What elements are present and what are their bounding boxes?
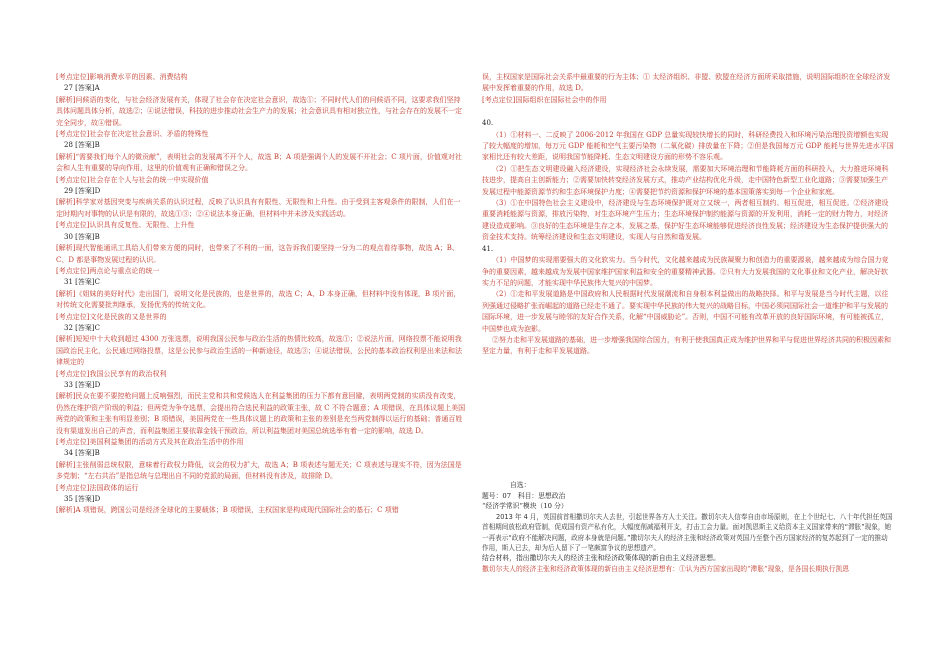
question-41-label: 41. — [482, 244, 494, 253]
answer-line: 27 [答案]A — [64, 84, 100, 93]
answer-paragraph: ②努力走和平发展道路的基础，进一步增强我国综合国力，有利于使我国真正成为维护世界和平与促进世界经济共同的积极因素和坚定力量，有利于走和平发展道路。 — [482, 335, 891, 356]
answer-paragraph: （1）中国梦的实现需要强大的文化软实力。当今时代，文化越来越成为民族凝聚力和创造力的重要源泉，越来越成为综合国力竞争的重要因素，越来越成为发展中国家维护国家利益和安全的重要精神武器。②只有大力发展我国的文化事业和文化产业，解决好软实力不足的问题，才能实现中华民族伟大复兴的中国梦。 — [482, 256, 889, 287]
topic-tag: [考点定位]社会存在决定社会意识、矛盾的特殊性 — [56, 130, 209, 139]
material-article: 2013 年 4 月，英国前首相撒切尔夫人去世，引起世界各方人士关注。撒切尔夫人信奉自由市场原则，在上个世纪七、八十年代担任英国首相期间放松政府管制，促成国有资产私有化，大幅度削减福利开支，打击工会力量。面对凯恩斯主义给资本主义国家带来的“滞胀”现象，她一再表示“政府不能解决问题，政府本身就是问题。”撒切尔夫人的经济主张和经济政策对英国乃至整个西方国家经济的复苏起到了一定的推动作用，斯人已去，却为后人留下了一笔颇富争议的思想遗产。 — [482, 512, 893, 552]
module-line: “经济学常识”模块（10 分） — [482, 502, 568, 511]
explanation-text: [解析]主张削弱总统权限，意味着行政权力降低，议会的权力扩大，故选 A；B 项表述与题无关；C 项表述与现实不符，因为法国是多党制；“左右共治”是指总统与总理出自不同的党派的局面，但材料没有涉及，故排除 D。 — [56, 460, 462, 481]
topic-tag: [考点定位]美国利益集团的活动方式及其在政治生活中的作用 — [56, 438, 244, 446]
answer-text: 撒切尔夫人的经济主张和经济政策体现的新自由主义经济思想有：①认为西方国家出现的“滞胀”现象，是各国长期执行凯恩 — [482, 565, 850, 573]
explanation-text: 误，主权国家是国际社会关系中最重要的行为主体；① 太经济组织、非盟、欧盟在经济方面所采取措施，说明国际组织在全球经济发展中发挥着重要的作用，故选 D。 — [482, 73, 891, 93]
explanation-text: [解析]科学家对基因突变与疾病关系的认识过程，反映了认识具有有限性、无限性和上升性。由于受到主客观条件的限制，人们在一定时期内对事物的认识是有限的，故选①③；②④说法本身正确，但材料中并未涉及实践活动。 — [56, 198, 461, 218]
explanation-text: [解析]《姐妹的美好时代》走出国门，说明文化是民族的，也是世界的，故选 C；A、D 本身正确，但材料中没有体现，B 项片面，对传统文化需要批判继承，发扬优秀的传统文化。 — [56, 289, 461, 310]
explanation-text: [解析]“需要我们每个人的微贡献”，表明社会的发展离不开个人，故选 B；A 项是强调个人的发展不开社会；C 项片面，价值观对社会和人生有重要的导向作用，这里的价值观有正确和错误之分。 — [56, 152, 462, 173]
answer-paragraph: （2）①把生态文明建设融入经济建设，实现经济社会永续发展，需要加大环境治理和节能降耗方面的科研投入，大力推进环境科技进步，提高自主创新能力；②需要加快转变经济发展方式，推动产业结构优化升级，走中国特色新型工业化道路；③需要加强生产发展过程中能源资源节约和生态环境保护力度；④需要把节约资源和保护环境的基本国策落实到每一个企业和家庭。 — [482, 164, 889, 196]
answer-paragraph: （3）①在中国特色社会主义建设中，经济建设与生态环境保护既对立又统一，两者相互制约、相互促进，相互促进。②经济建设重要消耗能源与资源，排放污染物，对生态环境产生压力；生态环境保护制约能源与资源的开发利用，消耗一定的财力物力，对经济建设造成影响。③良好的生态环境是生存之本，发展之基，保护好生态环境能够促进经济良性发展；经济建设为生态保护提供强大的资金技术支持。统筹经济建设和生态文明建设，实现人与自然和谐发展。 — [482, 199, 889, 242]
topic-tag: [考点定位]文化是民族的又是世界的 — [56, 312, 167, 321]
answer-line: 33 [答案]D — [64, 380, 101, 389]
answer-line: 34 [答案]B — [64, 449, 100, 458]
topic-tag: [考点定位]国际组织在国际社会中的作用 — [482, 95, 607, 104]
topic-tag: [考点定位]影响消费水平的因素、消费结构 — [56, 73, 188, 81]
left-column — [56, 72, 466, 517]
answer-paragraph: （2）①走和平发展道路是中国政府和人民根据时代发展潮流和自身根本利益做出的战略抉择。和平与发展是当今时代主题，以往列强通过侵略扩张而崛起的道路已经走不通了。要实现中华民族的伟大复兴的战略目标，中国必须同国际社会一道维护和平与发展的国际环境，进一步发展与睦邻的友好合作关系，化解“中国威胁论”。否则，中国不可能有改革开放的良好国际环境，有可能被孤立，中国梦也成为泡影。 — [482, 290, 889, 333]
right-top-block — [482, 72, 894, 106]
right-column — [482, 72, 894, 358]
topic-tag: [考点定位]认识具有反复性、无限性、上升性 — [56, 221, 195, 230]
question-prompt: 结合材料，指出撒切尔夫人的经济主张和经济政策体现的新自由主义经济思想。 — [482, 554, 720, 563]
question-40-label: 40. — [482, 119, 494, 128]
question-40-block — [482, 118, 894, 243]
question-41-block — [482, 244, 894, 358]
answer-line: 31 [答案]C — [64, 278, 100, 287]
explanation-text: [解析]A 项错误，跨国公司是经济全球化的主要载体；B 项错误，主权国家是构成现代国际社会的基石；C 项错 — [56, 506, 399, 515]
explanation-text: [解析]短短中十大收到超过 4300 万张选票，说明我国公民参与政治生活的热情比较高，故选①；②说法片面，网络投票不能说明我国政治民主化，公民通过网络投票，这是公民参与政治生活的一种新途径，故选③；④说法错误，公民的基本政治权利是出来法和法律规定的 — [56, 335, 462, 367]
explanation-text: [解析]民众在要不要控枪问题上反响强烈，而民主党和共和党候选人在利益集团的压力下都有意回避，表明两党制的实质没有改变，仍然在维护资产阶级的利益；但两党为争夺选票，会提出符合选民利益的政策主张，故 C 不符合题意；A 项错误，在具体议题上美国两党的政策和主张有明显差别；B 项错误，美国两党在一些具体议题上的政策和主张的差别是充当两党制得以运行的基础；普通百姓没有渠道发出自己的声音，而利益集团主要依靠金钱干预政治，所以利益集团对美国总统选举有着一定的影响，故选 D。 — [56, 392, 466, 435]
explanation-text: [解析]问候语的变化，与社会经济发展有关，体现了社会存在决定社会意识，故选①；不同时代人们的问候语不同，这要求我们坚持具体问题具体分析，故选②；④说法错误，科技的进步推动社会生产力的发展；社会意识具有相对独立性，与社会存在的发展不一定完全同步，故④错误。 — [56, 95, 462, 127]
topic-tag: [考点定位]两点论与重点论的统一 — [56, 266, 160, 275]
answer-line: 28 [答案]B — [64, 141, 100, 150]
explanation-text: [解析]现代智能通讯工具给人们带来方便的同时，也带来了不利的一面，这告诉我们要坚持一分为二的观点看待事物，故选 A；B、C、D 都是事物发展过程的认识。 — [56, 244, 459, 264]
answer-line: 35 [答案]D — [64, 495, 101, 504]
question-title-line: 题号：07 科目：思想政治 — [482, 491, 566, 500]
answer-line: 30 [答案]B — [64, 232, 100, 241]
topic-tag: [考点定位]法国政体的运行 — [56, 483, 139, 492]
answer-line: 32 [答案]C — [64, 323, 100, 332]
elective-heading: 自选： — [510, 481, 531, 489]
topic-tag: [考点定位]社会存在个人与社会的统一中实现价值 — [56, 175, 209, 184]
answer-line: 29 [答案]D — [64, 187, 101, 196]
topic-tag: [考点定位]我国公民享有的政治权利 — [56, 369, 167, 378]
elective-section — [482, 480, 894, 575]
answer-paragraph: （1）①材料一、二反映了 2006-2012 年我国在 GDP 总量实现较快增长的同时，科研经费投入和环境污染治理投资增额也实现了较大幅度的增加，每万元 GDP 能耗和空气主要污染物（二氧化碳）排放量在下降；②但是我国每万元 GDP 能耗与世界先进水平国家相比还有较大差距，说明我国节能降耗、生态文明建设方面的形势不容乐观。 — [482, 130, 894, 162]
